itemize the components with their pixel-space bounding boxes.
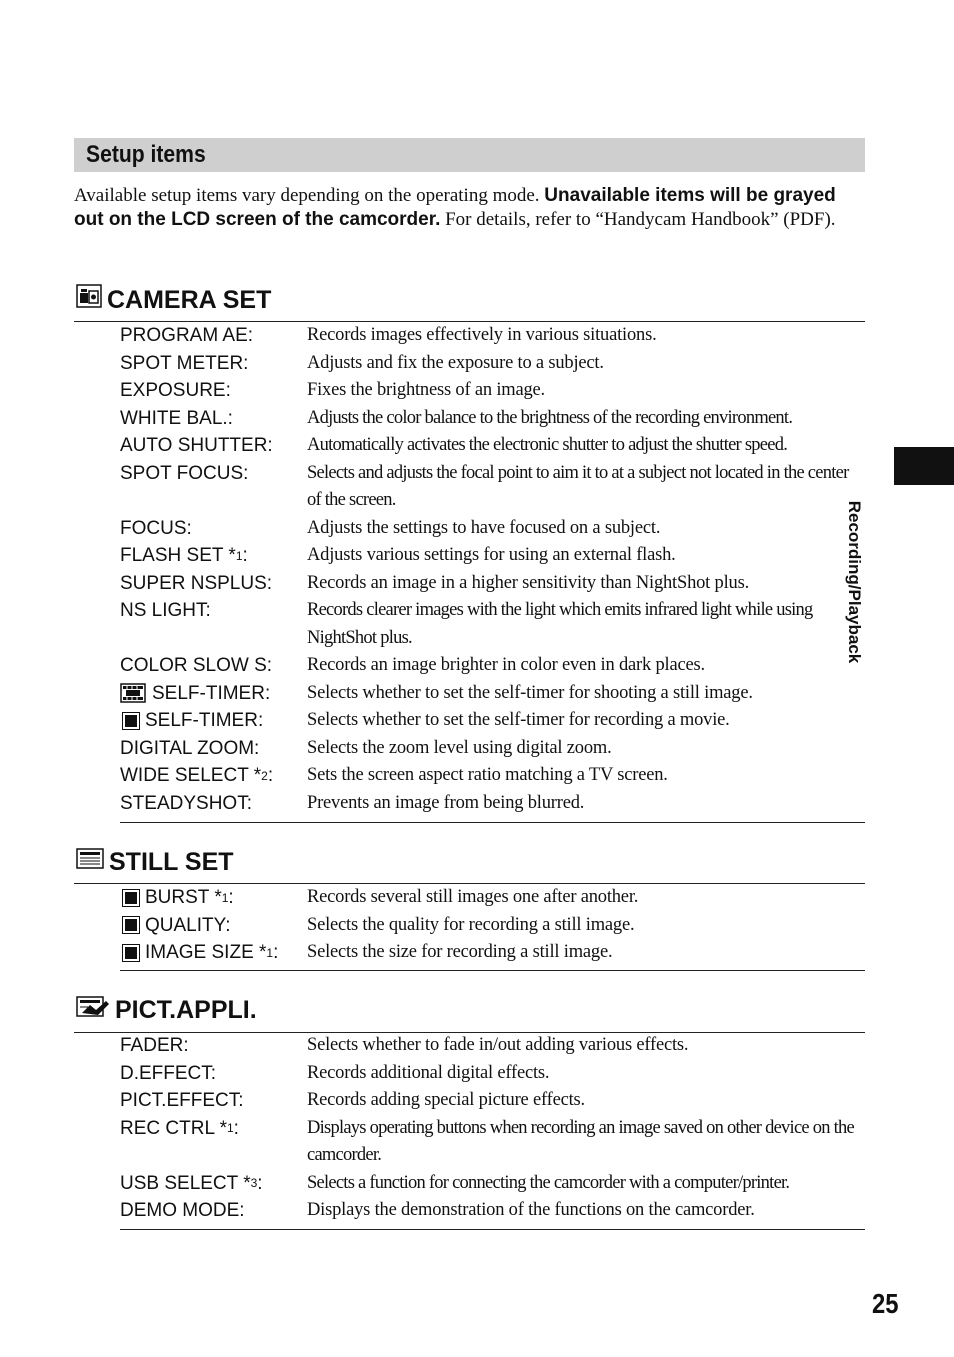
setting-label	[120, 322, 307, 350]
setting-row	[120, 1115, 866, 1170]
label-colon: :	[233, 1117, 239, 1139]
square-icon	[123, 713, 139, 729]
setting-row	[120, 762, 866, 790]
setting-row	[120, 597, 866, 652]
setting-row	[120, 680, 866, 708]
label-colon: :	[267, 765, 274, 786]
setting-row	[120, 652, 866, 680]
setting-description: Prevents an image from being blurred.	[307, 792, 585, 813]
camera-set-list	[120, 322, 866, 817]
setting-row	[120, 707, 866, 735]
pict-appli-title: PICT.APPLI.	[115, 996, 257, 1024]
setting-row	[120, 1032, 866, 1060]
label-colon: :	[242, 545, 248, 566]
setting-label-text: AUTO SHUTTER:	[120, 435, 273, 456]
setting-row	[120, 884, 866, 912]
setting-description: Adjusts various settings for using an external flash.	[307, 545, 676, 565]
setting-label	[120, 1197, 307, 1225]
setting-label-text: SPOT METER:	[120, 352, 249, 374]
label-colon: :	[228, 887, 234, 908]
setting-label	[120, 1032, 307, 1060]
setting-label: USB SELECT * 3 :	[120, 1170, 307, 1198]
setting-label-text: QUALITY:	[145, 914, 231, 936]
setting-label-text: DEMO MODE:	[120, 1200, 245, 1221]
page-number: 25	[872, 1288, 899, 1319]
setting-row	[120, 542, 866, 570]
setting-label: REC CTRL * 1 :	[120, 1115, 307, 1143]
setting-label: IMAGE SIZE * 1 :	[120, 939, 307, 967]
setting-label	[120, 680, 307, 708]
setting-row	[120, 515, 866, 543]
setting-label	[120, 515, 307, 543]
setting-label-text: USB SELECT *	[120, 1172, 251, 1194]
square-icon	[123, 917, 139, 933]
setting-description: Records an image in a higher sensitivity than NightShot plus.	[307, 572, 750, 593]
setting-description: Selects and adjusts the focal point to aim it to at a subject not located in the center of the screen.	[307, 462, 849, 510]
setting-description: Records additional digital effects.	[307, 1062, 550, 1083]
setting-label	[120, 460, 307, 488]
camera-icon	[76, 284, 102, 316]
setting-label	[120, 377, 307, 405]
side-tab-label: Recording/Playback	[845, 500, 864, 664]
setting-label	[120, 707, 307, 735]
setting-label	[120, 570, 307, 598]
setting-label-text: STEADYSHOT:	[120, 792, 252, 814]
setting-label: FLASH SET * 1 :	[120, 542, 307, 570]
setting-description: Records several still images one after another.	[307, 887, 639, 907]
setting-label-text: D.EFFECT:	[120, 1062, 217, 1084]
setting-row	[120, 377, 866, 405]
setting-row	[120, 939, 866, 967]
setting-label-text: SELF-TIMER:	[152, 682, 271, 704]
setting-row	[120, 1197, 866, 1225]
divider	[120, 1229, 865, 1230]
setting-label-text: EXPOSURE:	[120, 380, 231, 401]
setting-label-text: SPOT FOCUS:	[120, 462, 249, 484]
section-title: Setup items	[86, 141, 206, 168]
setting-description: Records clearer images with the light which emits infrared light while using NightShot plus.	[307, 600, 813, 648]
setting-description: Adjusts the color balance to the brightness of the recording environment.	[307, 407, 793, 428]
setting-label-text: FADER:	[120, 1035, 189, 1056]
pict-appli-icon	[76, 993, 110, 1027]
side-tab-marker	[894, 447, 954, 485]
setting-description: Records an image brighter in color even in dark places.	[307, 655, 705, 675]
setting-label: WIDE SELECT * 2 :	[120, 762, 307, 790]
setting-row	[120, 735, 866, 763]
setting-description: Selects the quality for recording a still image.	[307, 914, 635, 935]
setting-label	[120, 432, 307, 460]
setting-description: Fixes the brightness of an image.	[307, 380, 545, 400]
setting-row	[120, 460, 866, 515]
label-colon: :	[273, 942, 279, 963]
still-icon	[76, 846, 104, 878]
setting-label	[120, 912, 307, 940]
setting-label-text: SUPER NSPLUS:	[120, 572, 273, 594]
setting-description: Selects whether to set the self-timer for shooting a still image.	[307, 682, 753, 703]
setting-label-text: WIDE SELECT *	[120, 765, 262, 786]
intro-bold-text: Unavailable items will be grayed out on the LCD screen of the camcorder.	[74, 185, 836, 230]
setting-label-text: COLOR SLOW S:	[120, 655, 273, 676]
setting-label	[120, 1087, 307, 1115]
film-icon	[120, 683, 146, 703]
setting-label-text: SELF-TIMER:	[145, 710, 264, 731]
intro-paragraph	[74, 184, 854, 231]
setting-row	[120, 1170, 866, 1198]
intro-text: Available setup items vary depending on the operating mode.	[74, 185, 545, 206]
setting-label	[120, 405, 307, 433]
setting-label	[120, 652, 307, 680]
setting-description: Displays operating buttons when recording an image saved on other device on the camcorder.	[307, 1117, 854, 1165]
setting-row	[120, 322, 866, 350]
setting-label-text: DIGITAL ZOOM:	[120, 737, 260, 759]
section-header	[74, 138, 865, 172]
setting-label-text: FOCUS:	[120, 517, 192, 539]
setting-label-text: WHITE BAL.:	[120, 407, 233, 429]
setting-row	[120, 1060, 866, 1088]
setting-row	[120, 912, 866, 940]
intro-text-end: For details, refer to “Handycam Handbook” (PDF).	[440, 208, 836, 230]
setting-description: Records adding special picture effects.	[307, 1090, 585, 1110]
setting-row	[120, 350, 866, 378]
setting-label	[120, 735, 307, 763]
setting-row	[120, 790, 866, 818]
setting-description: Selects whether to set the self-timer for recording a movie.	[307, 710, 730, 730]
setting-label-text: NS LIGHT:	[120, 600, 211, 621]
setting-label	[120, 1060, 307, 1088]
setting-description: Automatically activates the electronic shutter to adjust the shutter speed.	[307, 435, 788, 455]
camera-set-title: CAMERA SET	[107, 286, 272, 314]
setting-row	[120, 1087, 866, 1115]
setting-label-text: REC CTRL *	[120, 1117, 227, 1139]
setting-row	[120, 405, 866, 433]
still-set-title: STILL SET	[109, 848, 234, 876]
setting-label	[120, 597, 307, 625]
setting-description: Selects the size for recording a still image.	[307, 942, 613, 962]
setting-description: Adjusts the settings to have focused on a subject.	[307, 517, 661, 538]
setting-description: Records images effectively in various situations.	[307, 325, 657, 345]
label-colon: :	[257, 1172, 263, 1194]
setting-label-text: PROGRAM AE:	[120, 325, 254, 346]
setting-label: BURST * 1 :	[120, 884, 307, 912]
setting-description: Adjusts and fix the exposure to a subject.	[307, 352, 604, 373]
still-set-heading	[76, 846, 234, 878]
still-set-list	[120, 884, 866, 967]
divider	[120, 822, 865, 823]
square-icon	[123, 890, 139, 906]
setting-row	[120, 432, 866, 460]
setting-label-text: FLASH SET *	[120, 545, 236, 566]
setting-description: Selects a function for connecting the camcorder with a computer/printer.	[307, 1172, 790, 1193]
setting-label-text: IMAGE SIZE *	[145, 942, 267, 963]
setting-label-text: BURST *	[145, 887, 222, 908]
setting-label	[120, 350, 307, 378]
divider	[120, 970, 865, 971]
setting-description: Displays the demonstration of the functions on the camcorder.	[307, 1200, 755, 1220]
pict-appli-heading	[76, 994, 257, 1026]
pict-appli-list	[120, 1032, 866, 1225]
camera-set-heading	[76, 284, 271, 316]
setting-description: Selects the zoom level using digital zoom.	[307, 737, 612, 758]
setting-description: Selects whether to fade in/out adding various effects.	[307, 1035, 689, 1055]
setting-row	[120, 570, 866, 598]
square-icon	[123, 945, 139, 961]
setting-label-text: PICT.EFFECT:	[120, 1090, 244, 1111]
setting-label	[120, 790, 307, 818]
setting-description: Sets the screen aspect ratio matching a TV screen.	[307, 765, 668, 785]
